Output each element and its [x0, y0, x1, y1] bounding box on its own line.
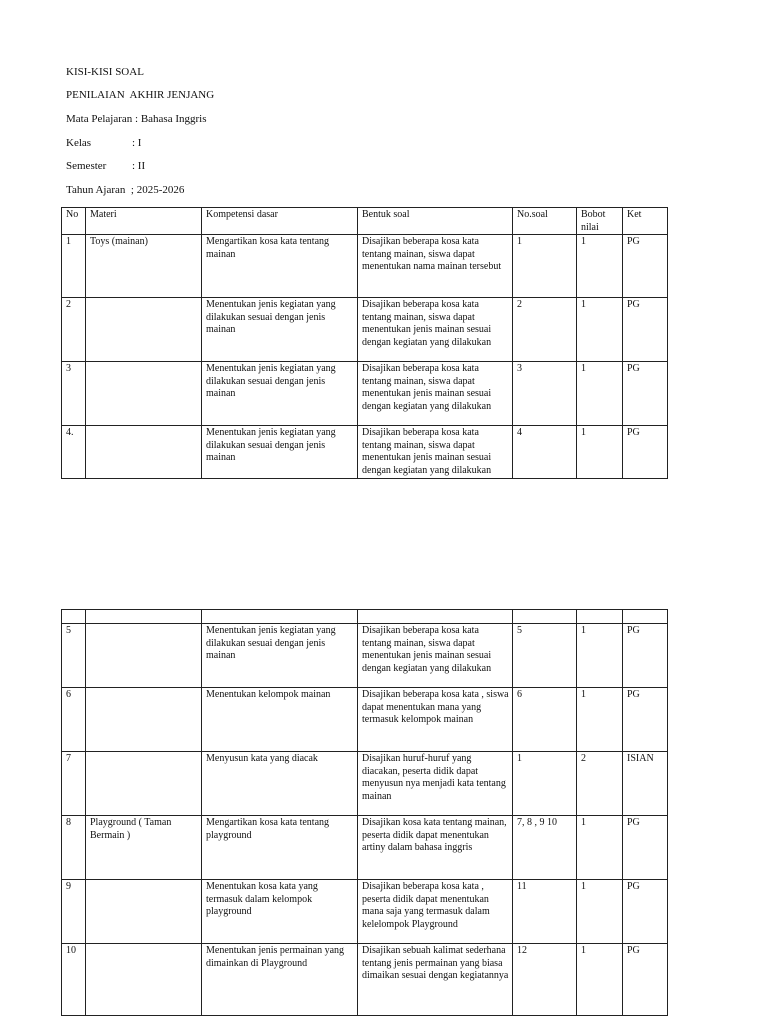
ket-cell: PG — [623, 235, 668, 298]
header-cell-bobot: Bobot nilai — [577, 208, 623, 235]
bentuk-cell: Disajikan beberapa kosa kata tentang mainan, siswa dapat menentukan jenis mainan sesuai dengan kegiatan yang dilakukan — [358, 298, 513, 362]
bentuk-cell: Disajikan sebuah kalimat sederhana tentang jenis permainan yang biasa dimaikan sesuai dengan kegiatannya — [358, 944, 513, 1016]
semester-line — [66, 160, 145, 173]
materi-cell — [86, 688, 202, 752]
bobot-cell: 1 — [577, 235, 623, 298]
bobot-cell: 1 — [577, 688, 623, 752]
bobot-cell: 1 — [577, 426, 623, 478]
class-line — [66, 137, 141, 150]
header-cell-kompetensi: Kompetensi dasar — [202, 208, 358, 235]
materi-cell — [86, 362, 202, 426]
kompetensi-cell: Menentukan jenis permainan yang dimainkan di Playground — [202, 944, 358, 1016]
nosoal-cell: 1 — [513, 752, 577, 816]
nosoal-cell: 1 — [513, 235, 577, 298]
header-cell-nosoal: No.soal — [513, 208, 577, 235]
nosoal-cell: 6 — [513, 688, 577, 752]
ket-cell: ISIAN — [623, 752, 668, 816]
no-cell: 5 — [62, 624, 86, 688]
blank-cell — [577, 610, 623, 624]
header-cell-bentuk: Bentuk soal — [358, 208, 513, 235]
ket-cell: PG — [623, 688, 668, 752]
nosoal-cell: 11 — [513, 880, 577, 944]
nosoal-cell: 4 — [513, 426, 577, 478]
no-cell: 10 — [62, 944, 86, 1016]
table-row — [62, 688, 668, 752]
materi-cell: Playground ( Taman Bermain ) — [86, 816, 202, 880]
bobot-cell: 1 — [577, 880, 623, 944]
materi-cell: Toys (mainan) — [86, 235, 202, 298]
materi-cell — [86, 944, 202, 1016]
kompetensi-cell: Menentukan kosa kata yang termasuk dalam kelompok playground — [202, 880, 358, 944]
kompetensi-cell: Menentukan jenis kegiatan yang dilakukan sesuai dengan jenis mainan — [202, 298, 358, 362]
materi-cell — [86, 624, 202, 688]
no-cell: 4. — [62, 426, 86, 478]
no-cell: 1 — [62, 235, 86, 298]
school-year: Tahun Ajaran ; 2025-2026 — [66, 184, 185, 196]
class-value: : I — [132, 137, 142, 149]
ket-cell: PG — [623, 944, 668, 1016]
table-row — [62, 944, 668, 1016]
ket-cell: PG — [623, 624, 668, 688]
blank-cell — [62, 610, 86, 624]
bobot-cell: 1 — [577, 816, 623, 880]
kompetensi-cell: Menentukan jenis kegiatan yang dilakukan sesuai dengan jenis mainan — [202, 624, 358, 688]
bobot-cell: 1 — [577, 298, 623, 362]
table-row — [62, 624, 668, 688]
semester-label: Semester — [66, 160, 107, 172]
bentuk-cell: Disajikan beberapa kosa kata tentang mainan, siswa dapat menentukan jenis mainan sesuai dengan kegiatan yang dilakukan — [358, 362, 513, 426]
bobot-cell: 2 — [577, 752, 623, 816]
table-row — [62, 880, 668, 944]
table-header-row — [62, 208, 668, 235]
bentuk-cell: Disajikan kosa kata tentang mainan, peserta didik dapat menentukan artiny dalam bahasa inggris — [358, 816, 513, 880]
table-row — [62, 235, 668, 298]
blank-cell — [202, 610, 358, 624]
ket-cell: PG — [623, 880, 668, 944]
grid-table-page-2 — [61, 609, 668, 1016]
ket-cell: PG — [623, 362, 668, 426]
bobot-cell: 1 — [577, 624, 623, 688]
materi-cell — [86, 752, 202, 816]
header-cell-ket: Ket — [623, 208, 668, 235]
assessment-name: PENILAIAN AKHIR JENJANG — [66, 89, 215, 101]
blank-cell — [513, 610, 577, 624]
ket-cell: PG — [623, 298, 668, 362]
table-row — [62, 752, 668, 816]
ket-cell: PG — [623, 816, 668, 880]
bentuk-cell: Disajikan beberapa kosa kata tentang mainan, siswa dapat menentukan jenis mainan sesuai dengan kegiatan yang dilakukan — [358, 624, 513, 688]
bentuk-cell: Disajikan beberapa kosa kata , peserta didik dapat menentukan mana saja yang termasuk dalam kelelompok Playground — [358, 880, 513, 944]
materi-cell — [86, 426, 202, 478]
table-row — [62, 298, 668, 362]
table-row — [62, 816, 668, 880]
blank-cell — [623, 610, 668, 624]
materi-cell — [86, 880, 202, 944]
header-cell-materi: Materi — [86, 208, 202, 235]
bentuk-cell: Disajikan beberapa kosa kata tentang mainan, siswa dapat menentukan nama mainan tersebut — [358, 235, 513, 298]
kompetensi-cell: Menentukan jenis kegiatan yang dilakukan sesuai dengan jenis mainan — [202, 426, 358, 478]
semester-value: : II — [132, 160, 146, 172]
kompetensi-cell: Menentukan jenis kegiatan yang dilakukan sesuai dengan jenis mainan — [202, 362, 358, 426]
bentuk-cell: Disajikan beberapa kosa kata , siswa dapat menentukan mana yang termasuk kelompok mainan — [358, 688, 513, 752]
table-row — [62, 362, 668, 426]
nosoal-cell: 5 — [513, 624, 577, 688]
bobot-cell: 1 — [577, 944, 623, 1016]
nosoal-cell: 7, 8 , 9 10 — [513, 816, 577, 880]
kompetensi-cell: Menyusun kata yang diacak — [202, 752, 358, 816]
grid-table-page-1 — [61, 207, 668, 479]
no-cell: 6 — [62, 688, 86, 752]
nosoal-cell: 12 — [513, 944, 577, 1016]
blank-table-row — [62, 610, 668, 624]
subject-line: Mata Pelajaran : Bahasa Inggris — [66, 113, 207, 125]
nosoal-cell: 3 — [513, 362, 577, 426]
no-cell: 8 — [62, 816, 86, 880]
kompetensi-cell: Menentukan kelompok mainan — [202, 688, 358, 752]
kompetensi-cell: Mengartikan kosa kata tentang playground — [202, 816, 358, 880]
no-cell: 9 — [62, 880, 86, 944]
bobot-cell: 1 — [577, 362, 623, 426]
no-cell: 7 — [62, 752, 86, 816]
bentuk-cell: Disajikan huruf-huruf yang diacakan, peserta didik dapat menyusun nya menjadi kata tentang mainan — [358, 752, 513, 816]
blank-cell — [358, 610, 513, 624]
ket-cell: PG — [623, 426, 668, 478]
bentuk-cell: Disajikan beberapa kosa kata tentang mainan, siswa dapat menentukan jenis mainan sesuai dengan kegiatan yang dilakukan — [358, 426, 513, 478]
kompetensi-cell: Mengartikan kosa kata tentang mainan — [202, 235, 358, 298]
materi-cell — [86, 298, 202, 362]
no-cell: 2 — [62, 298, 86, 362]
document-title: KISI-KISI SOAL — [66, 66, 144, 78]
blank-cell — [86, 610, 202, 624]
nosoal-cell: 2 — [513, 298, 577, 362]
header-cell-no: No — [62, 208, 86, 235]
no-cell: 3 — [62, 362, 86, 426]
table-row — [62, 426, 668, 478]
class-label: Kelas — [66, 137, 92, 149]
